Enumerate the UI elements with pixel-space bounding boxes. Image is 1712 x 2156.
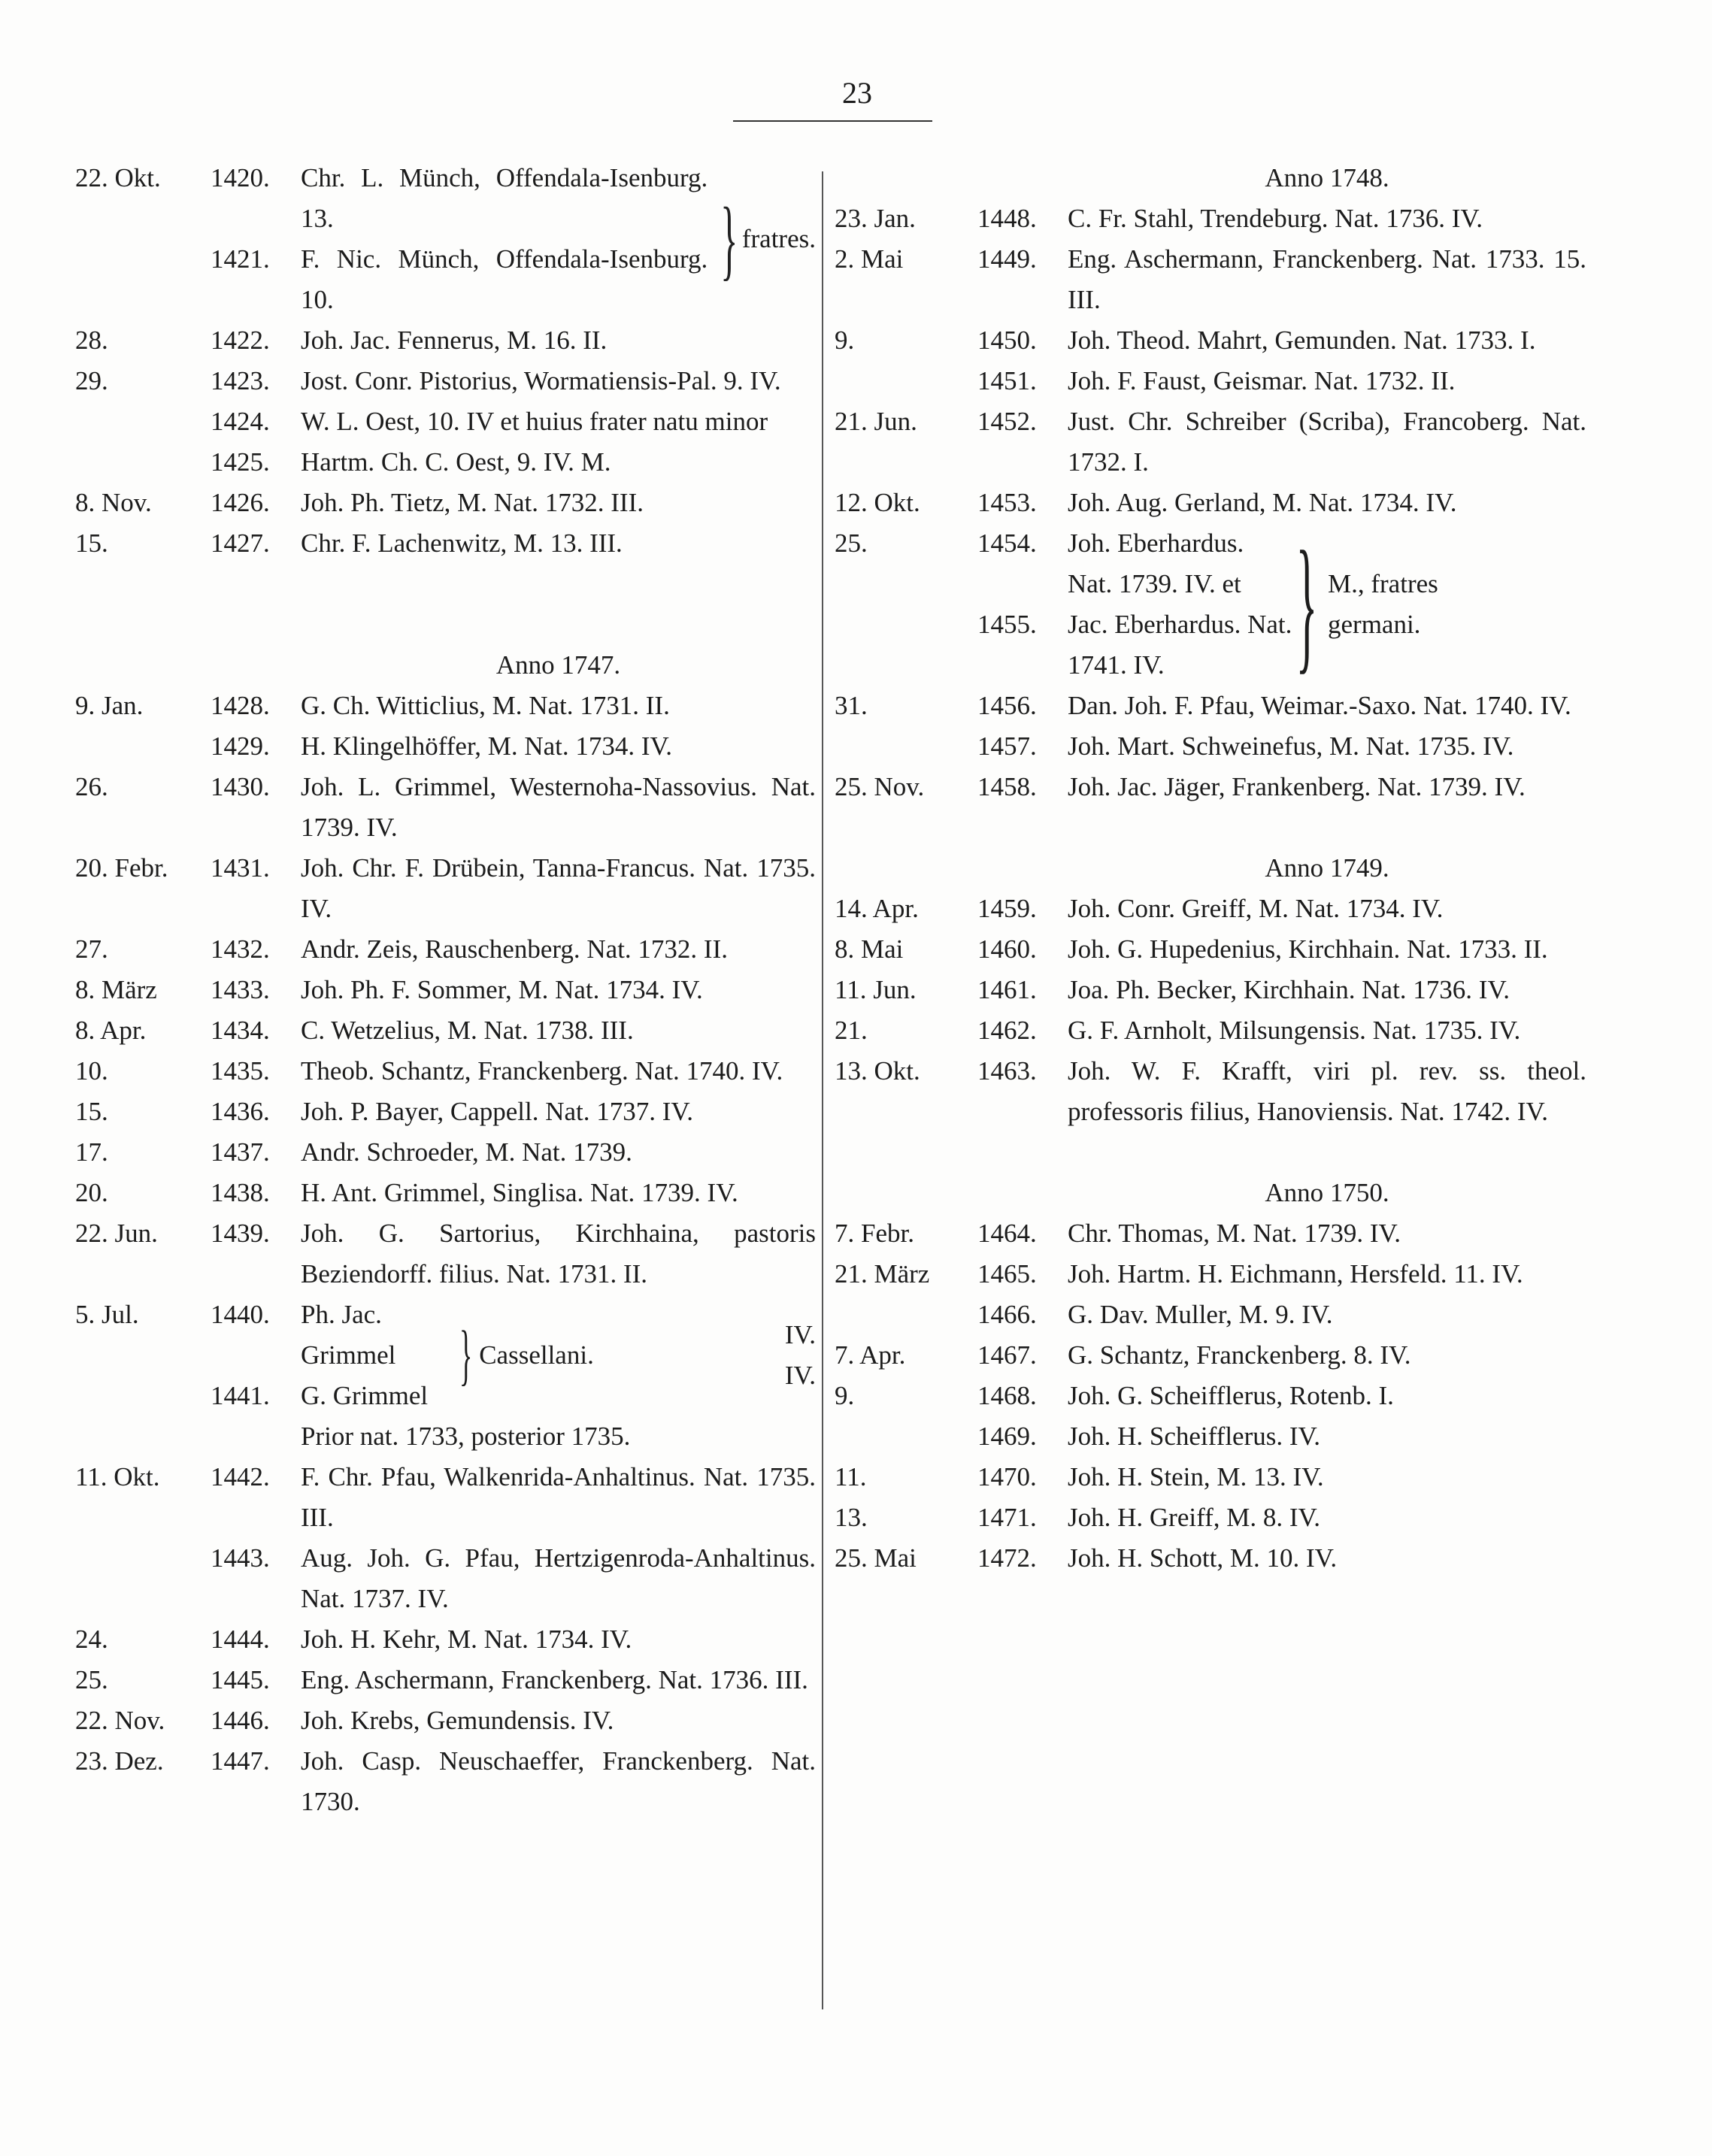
entry-text: Joh. F. Faust, Geismar. Nat. 1732. II. [1068,366,1456,395]
entry-text: Joh. W. F. Krafft, viri pl. rev. ss. theol. professoris filius, Hanoviensis. Nat. 1742. IV. [1068,1056,1586,1126]
entry-date: 2. Mai [835,244,904,274]
entry-number: 1423. [211,366,270,395]
entry-number: 1458. [977,772,1037,801]
entry-date: 10. [75,1056,108,1086]
register-entry [75,401,816,442]
fratres-group [75,158,816,320]
entry-text: G. Schantz, Franckenberg. 8. IV. [1068,1340,1411,1370]
entry-text: F. Nic. Münch, Offendala-Isenburg. 10. [301,244,708,314]
entry-date: 15. [75,1097,108,1126]
brace-symbol: } [1295,521,1318,687]
entry-date: 25. Nov. [835,772,925,801]
entry-number: 1471. [977,1503,1037,1532]
entry-number: 1469. [977,1422,1037,1451]
entry-date: 22. Okt. [75,163,161,192]
entry-date: 24. [75,1625,108,1654]
entry-number: 1438. [211,1178,270,1207]
cassellani-group [75,1295,816,1416]
register-entry [835,1497,1586,1538]
entry-number: 1460. [977,934,1037,964]
register-entry [75,1213,816,1295]
register-entry [75,1051,816,1092]
entry-number: 1446. [211,1706,270,1735]
entry-text: Joh. G. Hupedenius, Kirchhain. Nat. 1733. II. [1068,934,1548,964]
entry-number: 1434. [211,1016,270,1045]
entry-grade: IV. [784,1361,816,1390]
register-entry [835,889,1586,929]
right-column [835,158,1586,1579]
entry-text: Joh. H. Stein, M. 13. IV. [1068,1462,1324,1491]
entry-text: Joh. Ph. Tietz, M. Nat. 1732. III. [301,488,644,517]
entry-date: 15. [75,528,108,558]
register-entry [75,320,816,361]
entry-number: 1468. [977,1381,1037,1410]
entry-number: 1463. [977,1056,1037,1086]
register-entry [75,1619,816,1660]
register-entry [75,1741,816,1822]
entry-text: Joh. L. Grimmel, Westernoha-Nassovius. Nat. 1739. IV. [301,772,816,842]
entry-number: 1449. [977,244,1037,274]
entry-text: Theob. Schantz, Franckenberg. Nat. 1740. IV. [301,1056,783,1086]
entry-text: C. Wetzelius, M. Nat. 1738. III. [301,1016,634,1045]
register-entry [75,1173,816,1213]
register-entry [75,1538,816,1619]
entry-number: 1426. [211,488,270,517]
cassellani-note: Cassellani. [479,1340,594,1370]
entry-date: 13. [835,1503,868,1532]
register-entry [835,686,1586,726]
entry-number: 1420. [211,163,270,192]
entry-number: 1453. [977,488,1037,517]
column-divider [822,171,823,2009]
entry-text: W. L. Oest, 10. IV et huius frater natu minor [301,407,768,436]
brace-symbol: } [720,189,738,289]
entry-date: 8. Mai [835,934,904,964]
entry-text: F. Chr. Pfau, Walkenrida-Anhaltinus. Nat. 1735. III. [301,1462,816,1532]
year-heading: Anno 1748. [1265,163,1389,192]
entry-number: 1437. [211,1137,270,1167]
entry-number: 1429. [211,731,270,761]
entry-number: 1422. [211,326,270,355]
entry-number: 1445. [211,1665,270,1694]
register-entry [835,1295,1586,1335]
register-entry [75,1132,816,1173]
brace-symbol: } [459,1318,473,1392]
register-entry [835,1376,1586,1416]
entry-number: 1443. [211,1543,270,1573]
entry-number: 1440. [211,1300,270,1329]
entry-date: 23. Jan. [835,204,916,233]
left-column [75,158,816,1822]
register-entry [75,1457,816,1538]
register-entry [835,401,1586,483]
entry-number: 1457. [977,731,1037,761]
entry-number: 1454. [977,528,1037,558]
entry-text: H. Klingelhöffer, M. Nat. 1734. IV. [301,731,673,761]
eberhardus-note: M., fratres germani. [1328,569,1438,639]
entry-text: C. Fr. Stahl, Trendeburg. Nat. 1736. IV. [1068,204,1483,233]
entry-number: 1424. [211,407,270,436]
entry-text: G. Ch. Witticlius, M. Nat. 1731. II. [301,691,670,720]
entry-number: 1421. [211,244,270,274]
entry-date: 20. [75,1178,108,1207]
register-entry [211,1295,459,1376]
entry-text: Joa. Ph. Becker, Kirchhain. Nat. 1736. IV. [1068,975,1510,1004]
entry-number: 1462. [977,1016,1037,1045]
entry-text: G. Grimmel [301,1381,429,1410]
entry-date [75,401,211,442]
entry-date: 12. Okt. [835,488,920,517]
register-entry [75,1660,816,1700]
entry-date: 17. [75,1137,108,1167]
entry-date: 23. Dez. [75,1746,164,1776]
entry-date: 8. März [75,975,157,1004]
entry-date: 11. Okt. [75,1462,160,1491]
entry-date: 31. [835,691,868,720]
register-entry [835,483,1586,523]
entry-date: 25. [835,528,868,558]
entry-date: 8. Apr. [75,1016,147,1045]
entry-date: 26. [75,772,108,801]
entry-number: 1459. [977,894,1037,923]
register-entry [75,239,708,320]
register-entry [835,726,1586,767]
year-heading: Anno 1750. [1265,1178,1389,1207]
entry-number: 1425. [211,447,270,477]
entry-date: 8. Nov. [75,488,152,517]
entry-date: 28. [75,326,108,355]
register-entry [211,1376,459,1416]
register-entry [977,604,1293,686]
register-entry [835,970,1586,1010]
fratres-note: fratres. [741,224,816,253]
register-entry [835,1457,1586,1497]
entry-text: Aug. Joh. G. Pfau, Hertzigenroda-Anhaltinus. Nat. 1737. IV. [301,1543,816,1613]
entry-date [835,361,977,401]
register-entry [835,1051,1586,1132]
entry-date: 25. [75,1665,108,1694]
entry-date [75,239,211,320]
entry-number: 1431. [211,853,270,883]
entry-date: 21. März [835,1259,930,1288]
register-entry [75,523,816,564]
entry-date [835,1416,977,1457]
entry-text: Joh. H. Scheifflerus. IV. [1068,1422,1321,1451]
register-entry [75,361,816,401]
entry-date: 27. [75,934,108,964]
entry-text: Dan. Joh. F. Pfau, Weimar.-Saxo. Nat. 1740. IV. [1068,691,1571,720]
entry-text: Just. Chr. Schreiber (Scriba), Francoberg. Nat. 1732. I. [1068,407,1586,477]
entry-text: Joh. Aug. Gerland, M. Nat. 1734. IV. [1068,488,1457,517]
register-entry [75,726,816,767]
entry-number: 1456. [977,691,1037,720]
entry-text: H. Ant. Grimmel, Singlisa. Nat. 1739. IV. [301,1178,738,1207]
entry-number: 1461. [977,975,1037,1004]
entry-text: G. Dav. Muller, M. 9. IV. [1068,1300,1333,1329]
entry-number: 1447. [211,1746,270,1776]
entry-number: 1439. [211,1219,270,1248]
entry-text: Jost. Conr. Pistorius, Wormatiensis-Pal. 9. IV. [301,366,781,395]
register-entry [977,523,1293,604]
page-number-rule [733,120,932,122]
entry-text: Hartm. Ch. C. Oest, 9. IV. M. [301,447,611,477]
entry-date: 5. Jul. [75,1300,139,1329]
entry-text: G. F. Arnholt, Milsungensis. Nat. 1735. IV. [1068,1016,1521,1045]
entry-number: 1450. [977,326,1037,355]
entry-number: 1428. [211,691,270,720]
entry-number: 1472. [977,1543,1037,1573]
register-entry [75,686,816,726]
entry-text: Andr. Schroeder, M. Nat. 1739. [301,1137,632,1167]
entry-date: 25. Mai [835,1543,917,1573]
entry-number: 1427. [211,528,270,558]
register-entry [75,767,816,848]
entry-number: 1444. [211,1625,270,1654]
entry-text: Joh. Hartm. H. Eichmann, Hersfeld. 11. IV. [1068,1259,1523,1288]
entry-number: 1432. [211,934,270,964]
entry-date [75,442,211,483]
register-entry [835,767,1586,807]
entry-text: Joh. G. Sartorius, Kirchhaina, pastoris Beziendorff. filius. Nat. 1731. II. [301,1219,816,1288]
entry-number: 1436. [211,1097,270,1126]
entry-date: 11. Jun. [835,975,917,1004]
entry-date: 21. Jun. [835,407,917,436]
register-entry [835,320,1586,361]
cassellani-extra: Prior nat. 1733, posterior 1735. [301,1422,631,1451]
entry-text: Joh. Jac. Fennerus, M. 16. II. [301,326,608,355]
entry-text: Eng. Aschermann, Franckenberg. Nat. 1733. 15. III. [1068,244,1586,314]
year-heading: Anno 1749. [1265,853,1389,883]
register-entry [75,1700,816,1741]
entry-number: 1470. [977,1462,1037,1491]
entry-text: Joh. Eberhardus. Nat. 1739. IV. et [1068,528,1244,598]
register-entry [835,929,1586,970]
register-entry [835,1335,1586,1376]
entry-date [835,1295,977,1335]
entry-text: Andr. Zeis, Rauschenberg. Nat. 1732. II. [301,934,728,964]
entry-text: Joh. P. Bayer, Cappell. Nat. 1737. IV. [301,1097,693,1126]
entry-number: 1435. [211,1056,270,1086]
entry-text: Joh. Krebs, Gemundensis. IV. [301,1706,614,1735]
entry-date: 20. Febr. [75,853,168,883]
entry-date [75,1538,211,1619]
entry-text: Joh. H. Kehr, M. Nat. 1734. IV. [301,1625,632,1654]
entry-number: 1442. [211,1462,270,1491]
register-entry [835,239,1586,320]
entry-date: 11. [835,1462,867,1491]
entry-number: 1448. [977,204,1037,233]
entry-text: Joh. H. Greiff, M. 8. IV. [1068,1503,1321,1532]
register-entry [75,483,816,523]
entry-date: 9. [835,1381,855,1410]
entry-date: 9. [835,326,855,355]
register-entry [835,198,1586,239]
page-number: 23 [842,76,872,110]
entry-date: 14. Apr. [835,894,919,923]
entry-number: 1452. [977,407,1037,436]
register-entry [835,1416,1586,1457]
entry-text: Chr. F. Lachenwitz, M. 13. III. [301,528,623,558]
entry-date: 7. Febr. [835,1219,914,1248]
entry-date: 21. [835,1016,868,1045]
register-entry [835,1010,1586,1051]
entry-date [75,726,211,767]
register-entry [75,158,708,239]
entry-text: Joh. Theod. Mahrt, Gemunden. Nat. 1733. I. [1068,326,1536,355]
entry-number: 1465. [977,1259,1037,1288]
entry-number: 1430. [211,772,270,801]
eberhardus-group [835,523,1586,686]
register-entry [75,442,816,483]
entry-date: 9. Jan. [75,691,144,720]
entry-text: Chr. L. Münch, Offendala-Isenburg. 13. [301,163,708,233]
entry-text: Joh. Mart. Schweinefus, M. Nat. 1735. IV. [1068,731,1514,761]
entry-date: 7. Apr. [835,1340,906,1370]
entry-text: Joh. Ph. F. Sommer, M. Nat. 1734. IV. [301,975,703,1004]
entry-number: 1467. [977,1340,1037,1370]
entry-date: 13. Okt. [835,1056,920,1086]
entry-text: Joh. Conr. Greiff, M. Nat. 1734. IV. [1068,894,1444,923]
register-entry [75,1092,816,1132]
entry-date [835,726,977,767]
entry-text: Eng. Aschermann, Franckenberg. Nat. 1736. III. [301,1665,808,1694]
register-entry [75,970,816,1010]
entry-text: Chr. Thomas, M. Nat. 1739. IV. [1068,1219,1401,1248]
entry-text: Joh. H. Schott, M. 10. IV. [1068,1543,1338,1573]
entry-date: 29. [75,366,108,395]
entry-text: Joh. Jac. Jäger, Frankenberg. Nat. 1739. IV. [1068,772,1526,801]
entry-text: Joh. G. Scheifflerus, Rotenb. I. [1068,1381,1394,1410]
entry-date: 22. Jun. [75,1219,158,1248]
register-entry [835,1254,1586,1295]
entry-text: Ph. Jac. Grimmel [301,1300,396,1370]
entry-text: Joh. Casp. Neuschaeffer, Franckenberg. Nat. 1730. [301,1746,816,1816]
register-entry [75,929,816,970]
register-entry [75,848,816,929]
entry-text: Jac. Eberhardus. Nat. 1741. IV. [1068,610,1292,680]
register-entry [835,1213,1586,1254]
register-entry [835,1538,1586,1579]
entry-number: 1464. [977,1219,1037,1248]
entry-date: 22. Nov. [75,1706,165,1735]
entry-number: 1466. [977,1300,1037,1329]
entry-text: Joh. Chr. F. Drübein, Tanna-Francus. Nat. 1735. IV. [301,853,816,923]
register-entry [835,361,1586,401]
entry-number: 1451. [977,366,1037,395]
register-entry [75,1010,816,1051]
entry-grade: IV. [784,1320,816,1349]
entry-number: 1455. [977,610,1037,639]
year-heading: Anno 1747. [495,650,621,680]
entry-number: 1441. [211,1381,270,1410]
entry-number: 1433. [211,975,270,1004]
